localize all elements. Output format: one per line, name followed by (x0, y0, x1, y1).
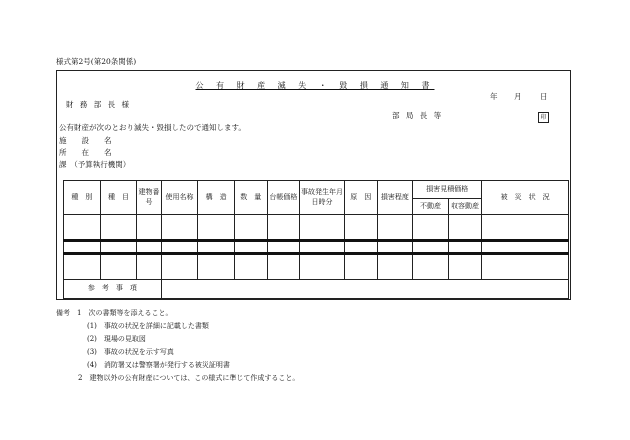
remarks-field[interactable] (161, 280, 568, 299)
header-structure: 構 造 (198, 181, 235, 215)
header-damage-degree: 損害程度 (377, 181, 413, 215)
notes-header: 備考 1 次の書類等を添えること。 (56, 309, 173, 317)
addressee: 財 務 部 長 様 (66, 100, 132, 109)
table-row (64, 241, 569, 254)
table-row (64, 215, 569, 241)
header-real-estate: 不動産 (413, 199, 449, 215)
location-label: 所 在 名 (59, 148, 112, 157)
date-month: 月 (514, 92, 522, 101)
form-id: 様式第2号(第20条関係) (56, 57, 137, 66)
sender: 部 局 長 等 (392, 111, 444, 120)
header-damage-estimate: 損害見積価格 (413, 181, 482, 199)
note-item-1: (1) 事故の状況を詳細に記載した書類 (87, 322, 209, 330)
note-item-2: (2) 現場の見取図 (87, 335, 146, 343)
header-building-no: 建物番号 (137, 181, 161, 215)
date-year: 年 (490, 92, 498, 101)
remarks-label: 参 考 事 項 (64, 280, 162, 299)
header-cause: 原 因 (344, 181, 377, 215)
intro-text: 公有財産が次のとおり滅失・毀損したので通知します。 (59, 123, 246, 132)
header-movable: 収容動産 (448, 199, 482, 215)
damage-table (63, 180, 569, 299)
facility-label: 施 設 名 (59, 136, 112, 145)
header-occurrence: 事故発生年月日時分 (300, 181, 345, 215)
section-label: 課 （予算執行機関） (59, 160, 131, 169)
header-quantity: 数 量 (234, 181, 267, 215)
header-disaster-status: 被 災 状 況 (482, 181, 569, 215)
table-row (64, 254, 569, 280)
note-item-3: (3) 事故の状況を示す写真 (87, 348, 174, 356)
note-2: 2 建物以外の公有財産については、この様式に準じて作成すること。 (78, 374, 300, 382)
header-type: 種 別 (64, 181, 101, 215)
date-day: 日 (540, 92, 548, 101)
header-category: 種 目 (100, 181, 137, 215)
header-use-name: 使用名称 (161, 181, 198, 215)
seal-mark: 印 (538, 112, 549, 123)
note-item-4: (4) 消防署又は警察署が発行する被災証明書 (87, 361, 230, 369)
form-title: 公 有 財 産 滅 失 ・ 毀 損 通 知 書 (195, 81, 435, 90)
header-ledger-value: 台帳価格 (267, 181, 300, 215)
